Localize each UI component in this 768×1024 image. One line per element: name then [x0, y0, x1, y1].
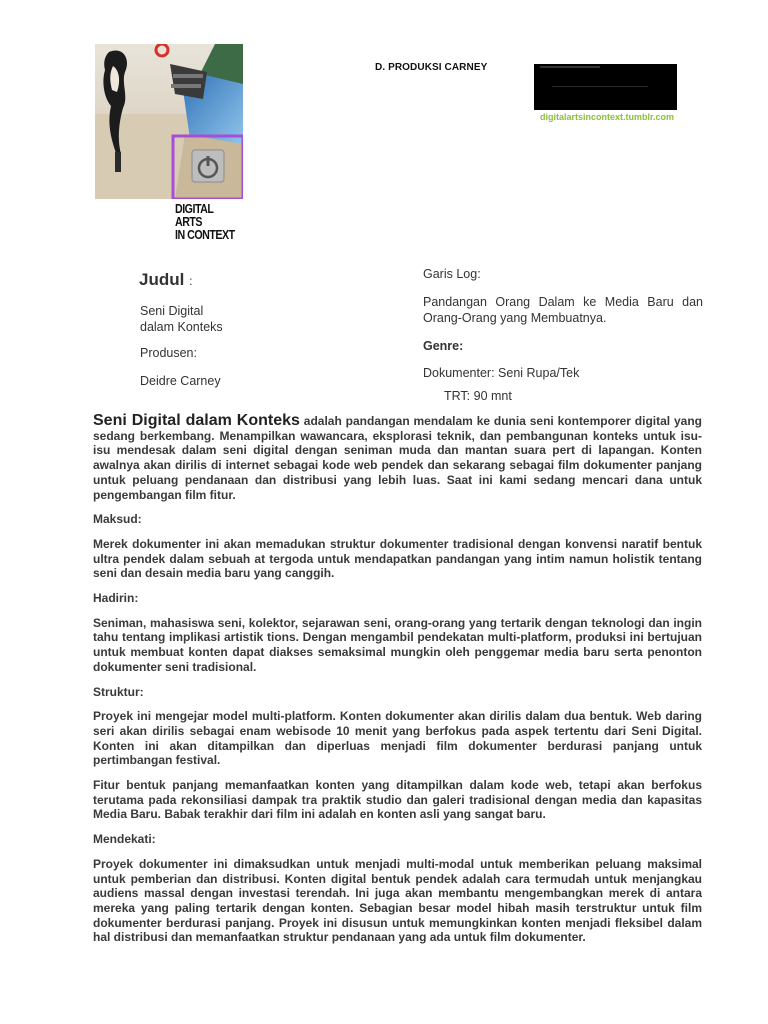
logo-line-1: DIGITAL ARTS: [175, 201, 214, 229]
logo-line-2: IN CONTEXT: [175, 227, 235, 242]
maksud-heading: Maksud:: [93, 512, 142, 527]
title-value-line-1: Seni Digital: [140, 304, 204, 318]
title-label: Judul: [139, 270, 185, 289]
redacted-box: [534, 64, 677, 110]
digital-arts-logo: [175, 202, 255, 241]
mendekati-heading: Mendekati:: [93, 832, 156, 847]
struktur-paragraph-1: Proyek ini mengejar model multi-platform. Konten dokumenter akan dirilis dalam dua bentuk. Web daring seri akan dirilis sebagai enam webisode 10 menit yang berfokus pada aspek tertentu dari Seni Digital. Konten ini akan ditampilkan dan diperluas menjadi film dokumenter berdurasi panjang untuk pertimbangan festival.: [93, 709, 702, 768]
hadirin-heading: Hadirin:: [93, 591, 139, 606]
logline-value: Pandangan Orang Dalam ke Media Baru dan Orang-Orang yang Membuatnya.: [423, 295, 703, 325]
title-value-line-2: dalam Konteks: [140, 319, 223, 334]
producer-header: D. PRODUKSI CARNEY: [375, 62, 488, 73]
title-colon: :: [189, 274, 193, 288]
logline-label: Garis Log:: [423, 267, 481, 281]
struktur-heading: Struktur:: [93, 684, 144, 699]
genre-value: Dokumenter: Seni Rupa/Tek: [423, 366, 580, 380]
title-heading: [139, 269, 192, 290]
maksud-paragraph: Merek dokumenter ini akan memadukan struktur dokumenter tradisional dengan konvensi naratif bentuk ultra pendek dalam sebuah at tergoda untuk mendapatkan pandangan yang intim namun holistik tentang seni dan desain media baru yang canggih.: [93, 536, 702, 581]
website-link[interactable]: digitalartsincontext.tumblr.com: [540, 112, 675, 122]
trt-value: TRT: 90 mnt: [444, 389, 512, 403]
intro-text: adalah pandangan mendalam ke dunia seni kontemporer digital yang sedang berkembang. Menampilkan wawancara, eksplorasi teknik, dan pembangunan konteks untuk isu-isu mendesak dalam seni digital dengan seniman muda dan mantan suara pert di lapangan. Konten awalnya akan dirilis di internet sebagai kode web pendek dan sekarang sebagai film dokumenter panjang untuk peluang pendanaan dan distribusi yang lebih luas. Saat ini kami sedang mencari dana untuk pengembangan film fitur.: [93, 414, 702, 502]
intro-title: Seni Digital dalam Konteks: [93, 412, 300, 429]
mendekati-paragraph: Proyek dokumenter ini dimaksudkan untuk menjadi multi-modal untuk memberikan peluang maksimal untuk pemberian dan distribusi. Konten digital bentuk pendek adalah cara termudah untuk menjangkau audiens massal dengan investasi terendah. Ini juga akan membantu mengembangkan merek di antara mereka yang paling tertarik dengan konten. Sebagian besar model hibah masih terstruktur untuk film dokumenter berdurasi panjang. Proyek ini disusun untuk memungkinkan konten menjadi fleksibel dalam hal distribusi dan memanfaatkan struktur pendanaan yang ada untuk film dokumenter.: [93, 856, 702, 945]
struktur-paragraph-2: Fitur bentuk panjang memanfaatkan konten yang ditampilkan dalam kode web, tetapi akan berfokus terutama pada rekonsiliasi dampak tra praktik studio dan galeri tradisional dengan media dan kapasitas Media Baru. Babak terakhir dari film ini adalah en konten asli yang sangat baru.: [93, 778, 702, 822]
synopsis-body: [93, 414, 702, 945]
title-value: [140, 304, 250, 335]
producer-value: Deidre Carney: [140, 374, 221, 388]
producer-label: Produsen:: [140, 346, 197, 360]
hadirin-paragraph: Seniman, mahasiswa seni, kolektor, sejarawan seni, orang-orang yang tertarik dengan teknologi dan ingin tahu tentang implikasi artistik tions. Dengan mengambil pendekatan multi-platform, produksi ini bertujuan untuk membuat konten dapat diakses semaksimal mungkin oleh penggemar media baru serta penonton dokumenter seni tradisional.: [93, 615, 702, 674]
genre-label: Genre:: [423, 339, 464, 353]
header-artwork-image: [95, 44, 243, 199]
intro-paragraph: [93, 414, 702, 502]
